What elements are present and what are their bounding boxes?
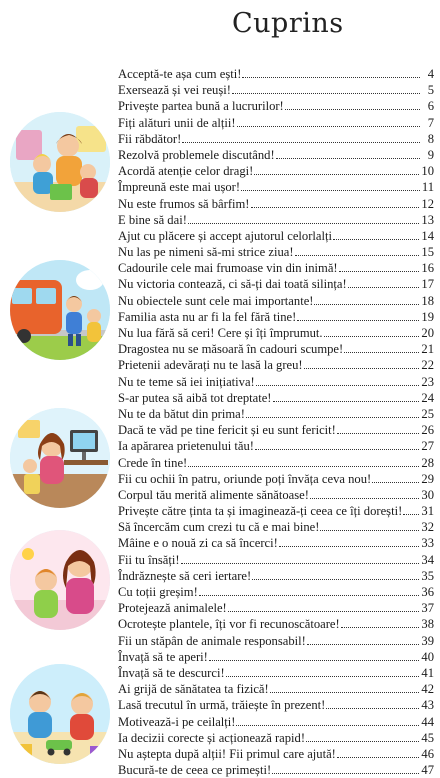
toc-entry-page: 8	[427, 131, 434, 146]
toc-entry-page: 11	[421, 180, 434, 195]
toc-entry-page: 17	[421, 277, 434, 292]
toc-dot-leader	[236, 725, 419, 726]
illustration-girl-computer-icon	[10, 408, 110, 508]
toc-entry-page: 42	[421, 682, 434, 697]
toc-entry[interactable]	[118, 325, 434, 341]
toc-entry-page: 45	[421, 730, 434, 745]
toc-entry-page: 25	[421, 406, 434, 421]
toc-dot-leader	[310, 498, 419, 499]
toc-entry[interactable]	[118, 260, 434, 276]
illustration-boys-toys-icon	[10, 664, 110, 764]
illustration-children-bus-icon	[10, 260, 110, 360]
toc-dot-leader	[273, 401, 420, 402]
toc-entry[interactable]	[118, 390, 434, 406]
toc-entry-page: 38	[421, 617, 434, 632]
toc-dot-leader	[304, 368, 420, 369]
toc-entry[interactable]	[118, 163, 434, 179]
toc-dot-leader	[272, 773, 419, 774]
illustration-family-playing-icon	[10, 112, 110, 212]
toc-entry-title: Nu te teme să iei inițiativa!	[118, 374, 255, 389]
toc-entry-title: Dragostea nu se măsoară în cadouri scumpe!	[118, 342, 344, 357]
toc-entry[interactable]	[118, 422, 434, 438]
toc-entry[interactable]	[118, 212, 434, 228]
toc-entry-page: 36	[421, 585, 434, 599]
toc-entry[interactable]	[118, 131, 434, 147]
toc-dot-leader	[372, 482, 419, 483]
toc-entry-title: Nu te da bătut din prima!	[118, 406, 245, 421]
toc-dot-leader	[348, 287, 420, 288]
toc-dot-leader	[297, 320, 419, 321]
toc-entry-page: 47	[421, 763, 434, 778]
toc-entry-page: 6	[427, 99, 434, 114]
toc-dot-leader	[314, 304, 419, 305]
toc-entry-title: Împreună este mai ușor!	[118, 180, 241, 195]
toc-entry-title: Rezolvă problemele discutând!	[118, 147, 275, 162]
toc-dot-leader	[270, 692, 420, 693]
toc-entry-page: 4	[427, 67, 434, 81]
toc-entry-title: S-ar putea să aibă tot dreptate!	[118, 390, 272, 405]
toc-dot-leader	[181, 563, 420, 564]
toc-dot-leader	[188, 466, 419, 467]
toc-dot-leader	[182, 142, 420, 143]
toc-entry[interactable]	[118, 568, 434, 584]
toc-entry-title: Ia apărarea prietenului tău!	[118, 439, 254, 454]
toc-entry[interactable]	[118, 665, 434, 681]
toc-entry-page: 23	[421, 374, 434, 389]
toc-entry-page: 32	[421, 520, 434, 535]
toc-entry-title: Cadourile cele mai frumoase vin din inimă!	[118, 261, 338, 276]
toc-entry-page: 7	[427, 115, 434, 130]
toc-dot-leader	[337, 757, 420, 758]
toc-dot-leader	[242, 77, 420, 78]
toc-entry-title: Îndrăznește să ceri iertare!	[118, 568, 252, 583]
illustration-mother-daughter-icon	[10, 530, 110, 630]
toc-entry[interactable]	[118, 276, 434, 292]
toc-entry-title: Fii cu ochii în patru, oriunde poți învăța ceva nou!	[118, 471, 372, 486]
toc-dot-leader	[254, 174, 419, 175]
toc-entry[interactable]	[118, 649, 434, 665]
toc-entry[interactable]	[118, 633, 434, 649]
toc-dot-leader	[255, 449, 419, 450]
toc-entry-title: Lasă trecutul în urmă, trăiește în prezent!	[118, 698, 326, 713]
toc-dot-leader	[341, 627, 420, 628]
toc-entry-title: E bine să dai!	[118, 212, 187, 227]
toc-entry-page: 41	[421, 665, 434, 680]
toc-dot-leader	[209, 660, 420, 661]
toc-entry-page: 37	[421, 601, 434, 616]
toc-entry[interactable]	[118, 616, 434, 632]
toc-entry-page: 28	[421, 455, 434, 470]
toc-entry-page: 33	[421, 536, 434, 551]
toc-entry[interactable]	[118, 179, 434, 195]
toc-entry-page: 30	[421, 487, 434, 502]
toc-entry-title: Ai grijă de sănătatea ta fizică!	[118, 682, 269, 697]
toc-entry[interactable]	[118, 293, 434, 309]
toc-entry-title: Acordă atenție celor dragi!	[118, 164, 254, 179]
toc-entry-title: Nu las pe nimeni să-mi strice ziua!	[118, 245, 294, 260]
toc-entry[interactable]	[118, 762, 434, 778]
toc-entry-title: Nu aștepta după alții! Fii primul care ajută!	[118, 746, 336, 761]
toc-entry-page: 20	[421, 326, 434, 340]
toc-dot-leader	[337, 433, 420, 434]
toc-dot-leader	[276, 158, 420, 159]
toc-entry-title: Cu toții greșim!	[118, 585, 198, 599]
toc-entry-page: 24	[421, 390, 434, 405]
toc-entry[interactable]	[118, 438, 434, 454]
table-of-contents	[118, 66, 434, 778]
toc-entry-title: Ocrotește plantele, îți vor fi recunoscătoare!	[118, 617, 340, 632]
toc-entry[interactable]	[118, 374, 434, 390]
toc-dot-leader	[324, 336, 420, 337]
toc-dot-leader	[237, 126, 420, 127]
toc-entry[interactable]	[118, 681, 434, 697]
toc-dot-leader	[307, 644, 420, 645]
toc-dot-leader	[199, 595, 420, 596]
toc-dot-leader	[279, 546, 420, 547]
toc-entry-title: Privește către ținta ta și imaginează-ți ceea ce îți dorești!	[118, 504, 403, 519]
toc-entry-title: Nu victoria contează, ci să-ți dai toată silința!	[118, 277, 347, 292]
toc-entry[interactable]	[118, 552, 434, 568]
toc-entry-page: 27	[421, 439, 434, 454]
toc-entry-page: 19	[421, 309, 434, 324]
toc-entry-page: 13	[421, 212, 434, 227]
toc-entry-title: Ia decizii corecte și acționează rapid!	[118, 730, 306, 745]
toc-entry-page: 10	[421, 164, 434, 179]
toc-entry-title: Fii răbdător!	[118, 131, 182, 146]
toc-dot-leader	[232, 93, 420, 94]
toc-dot-leader	[256, 385, 420, 386]
toc-entry-page: 9	[427, 147, 434, 162]
toc-entry[interactable]	[118, 196, 434, 212]
toc-dot-leader	[285, 109, 420, 110]
toc-entry-page: 12	[421, 196, 434, 211]
toc-entry-title: Protejează animalele!	[118, 601, 227, 616]
toc-entry-title: Să încercăm cum crezi tu că e mai bine!	[118, 520, 320, 535]
toc-entry[interactable]	[118, 82, 434, 98]
toc-entry[interactable]	[118, 455, 434, 471]
toc-dot-leader	[226, 676, 420, 677]
toc-dot-leader	[344, 352, 419, 353]
toc-entry-page: 14	[421, 228, 434, 243]
toc-entry[interactable]	[118, 697, 434, 713]
toc-entry-page: 40	[421, 649, 434, 664]
toc-entry[interactable]	[118, 487, 434, 503]
toc-entry-title: Crede în tine!	[118, 455, 188, 470]
toc-entry[interactable]	[118, 406, 434, 422]
toc-entry[interactable]	[118, 519, 434, 535]
toc-dot-leader	[403, 514, 419, 515]
toc-entry-title: Familia asta nu ar fi la fel fără tine!	[118, 309, 297, 324]
toc-dot-leader	[246, 417, 419, 418]
toc-entry-title: Prietenii adevărați nu te lasă la greu!	[118, 358, 303, 373]
toc-entry[interactable]	[118, 357, 434, 373]
toc-entry-page: 46	[421, 746, 434, 761]
toc-dot-leader	[339, 271, 420, 272]
toc-dot-leader	[188, 223, 420, 224]
toc-dot-leader	[320, 530, 419, 531]
page-title: Cuprins	[232, 8, 344, 39]
toc-entry-title: Dacă te văd pe tine fericit și eu sunt fericit!	[118, 423, 336, 438]
toc-entry-title: Fii tu însăți!	[118, 552, 180, 567]
toc-entry[interactable]	[118, 66, 434, 82]
toc-entry-page: 29	[421, 471, 434, 486]
toc-entry-page: 22	[421, 358, 434, 373]
toc-entry-title: Corpul tău merită alimente sănătoase!	[118, 487, 309, 502]
toc-entry-title: Exersează și vei reuși!	[118, 83, 231, 98]
toc-dot-leader	[252, 579, 419, 580]
toc-entry-page: 39	[421, 633, 434, 648]
toc-entry[interactable]	[118, 115, 434, 131]
toc-dot-leader	[251, 207, 420, 208]
toc-entry-page: 43	[421, 698, 434, 713]
toc-entry-title: Privește partea bună a lucrurilor!	[118, 99, 284, 114]
toc-entry[interactable]	[118, 147, 434, 163]
toc-entry[interactable]	[118, 244, 434, 260]
toc-dot-leader	[326, 708, 419, 709]
toc-entry-title: Acceptă-te așa cum ești!	[118, 67, 242, 81]
toc-entry-page: 16	[421, 261, 434, 276]
toc-entry-title: Nu obiectele sunt cele mai importante!	[118, 293, 314, 308]
toc-dot-leader	[295, 255, 420, 256]
toc-entry-page: 34	[421, 552, 434, 567]
toc-entry-title: Ajut cu plăcere și accept ajutorul celorlalți	[118, 228, 332, 243]
toc-entry-page: 15	[421, 245, 434, 260]
toc-entry-title: Motivează-i pe ceilalți!	[118, 714, 236, 729]
toc-entry[interactable]	[118, 714, 434, 730]
toc-entry-page: 44	[421, 714, 434, 729]
toc-entry-title: Nu este frumos să bârfim!	[118, 196, 250, 211]
toc-entry-title: Învață să te aperi!	[118, 649, 208, 664]
toc-entry[interactable]	[118, 535, 434, 551]
toc-entry-title: Nu lua fără să ceri! Cere și îți împrumut.	[118, 326, 323, 340]
toc-dot-leader	[333, 239, 419, 240]
toc-entry[interactable]	[118, 746, 434, 762]
toc-entry-title: Mâine e o nouă zi ca să încerci!	[118, 536, 278, 551]
toc-entry[interactable]	[118, 730, 434, 746]
toc-dot-leader	[241, 190, 420, 191]
toc-entry-page: 18	[421, 293, 434, 308]
toc-entry-title: Fiți alături unii de alții!	[118, 115, 236, 130]
toc-entry-page: 31	[421, 504, 434, 519]
toc-entry[interactable]	[118, 228, 434, 244]
toc-entry[interactable]	[118, 584, 434, 600]
toc-entry[interactable]	[118, 341, 434, 357]
toc-entry-page: 5	[427, 83, 434, 98]
toc-entry[interactable]	[118, 98, 434, 114]
toc-entry-page: 21	[421, 342, 434, 357]
toc-entry-page: 26	[421, 423, 434, 438]
toc-entry-title: Fii un stăpân de animale responsabil!	[118, 633, 306, 648]
toc-entry[interactable]	[118, 600, 434, 616]
toc-entry-title: Bucură-te de ceea ce primești!	[118, 763, 272, 778]
toc-entry[interactable]	[118, 471, 434, 487]
toc-entry[interactable]	[118, 309, 434, 325]
toc-entry[interactable]	[118, 503, 434, 519]
toc-dot-leader	[306, 741, 419, 742]
toc-dot-leader	[228, 611, 420, 612]
toc-entry-page: 35	[421, 568, 434, 583]
toc-entry-title: Învață să te descurci!	[118, 665, 225, 680]
